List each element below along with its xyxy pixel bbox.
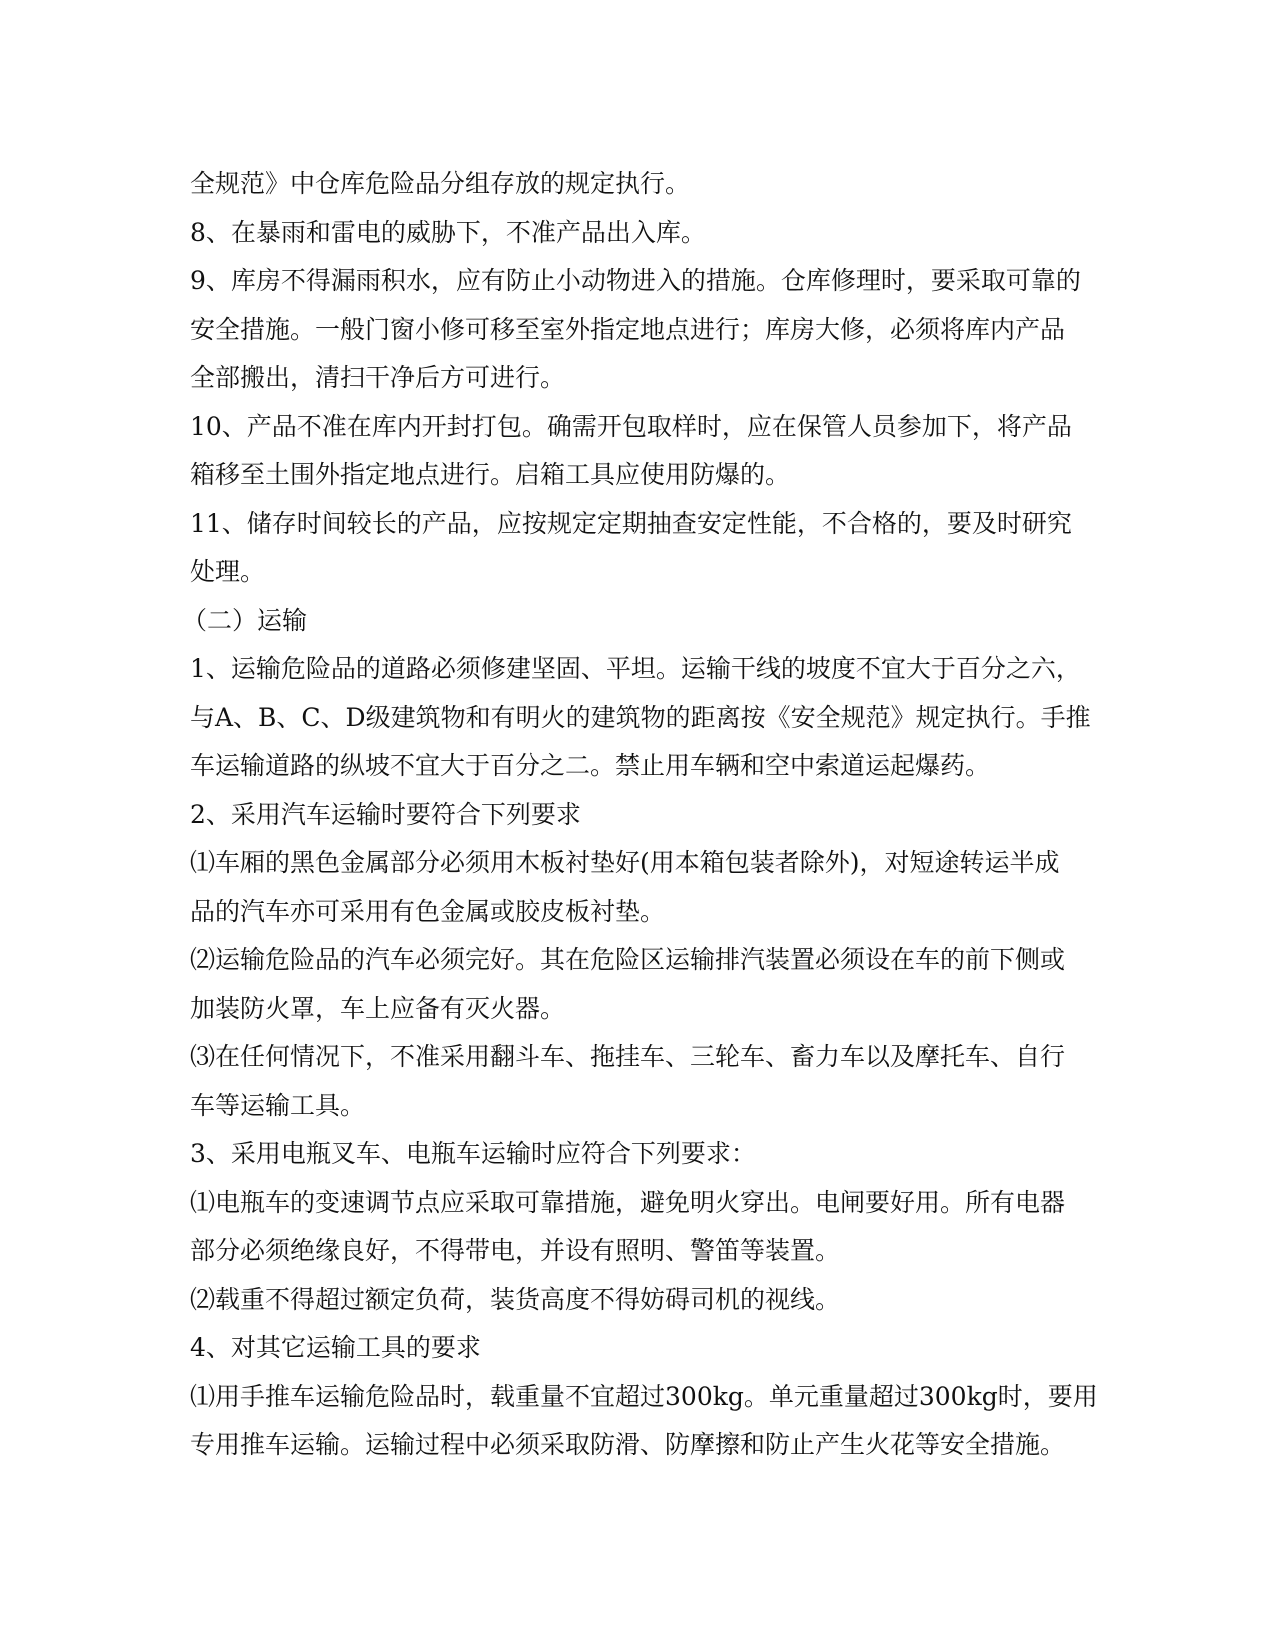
section-heading: （二）运输 xyxy=(182,605,308,635)
text-line: 3、采用电瓶叉车、电瓶车运输时应符合下列要求： xyxy=(190,1139,756,1168)
text-line: ⑵载重不得超过额定负荷，装货高度不得妨碍司机的视线。 xyxy=(190,1284,841,1314)
text-line: 车运输道路的纵坡不宜大于百分之二。禁止用车辆和空中索道运起爆药。 xyxy=(190,751,991,780)
text-line: ⑵运输危险品的汽车必须完好。其在危险区运输排汽装置必须设在车的前下侧或 xyxy=(190,945,1066,974)
text-line: 全规范》中仓库危险品分组存放的规定执行。 xyxy=(190,169,691,198)
text-line: 加装防火罩，车上应备有灭火器。 xyxy=(190,993,566,1023)
text-line: 1、运输危险品的道路必须修建坚固、平坦。运输干线的坡度不宜大于百分之六， xyxy=(190,654,1081,683)
text-line: 品的汽车亦可采用有色金属或胶皮板衬垫。 xyxy=(190,896,666,926)
text-line: 专用推车运输。运输过程中必须采取防滑、防摩擦和防止产生火花等安全措施。 xyxy=(190,1430,1066,1459)
text-line: 车等运输工具。 xyxy=(190,1090,366,1120)
text-line: 全部搬出，清扫干净后方可进行。 xyxy=(190,363,566,392)
text-line: 2、采用汽车运输时要符合下列要求 xyxy=(190,799,581,829)
text-line: ⑴车厢的黑色金属部分必须用木板衬垫好(用本箱包装者除外)，对短途转运半成 xyxy=(190,848,1060,877)
text-line: 4、对其它运输工具的要求 xyxy=(190,1333,481,1362)
text-line: ⑴用手推车运输危险品时，载重量不宜超过300kg。单元重量超过300kg时，要用 xyxy=(190,1381,1098,1411)
text-line: 处理。 xyxy=(190,557,266,586)
text-line: 部分必须绝缘良好，不得带电，并设有照明、警笛等装置。 xyxy=(190,1236,841,1265)
text-line: 10、产品不准在库内开封打包。确需开包取样时，应在保管人员参加下，将产品 xyxy=(190,411,1072,441)
text-line: 9、库房不得漏雨积水，应有防止小动物进入的措施。仓库修理时，要采取可靠的 xyxy=(190,266,1081,295)
text-line: 箱移至土围外指定地点进行。启箱工具应使用防爆的。 xyxy=(190,460,791,489)
text-line: 8、在暴雨和雷电的威胁下，不准产品出入库。 xyxy=(190,217,706,247)
text-line: ⑴电瓶车的变速调节点应采取可靠措施，避免明火穿出。电闸要好用。所有电器 xyxy=(190,1187,1066,1217)
body-text xyxy=(182,160,1098,1470)
text-line: 11、储存时间较长的产品，应按规定定期抽查安定性能，不合格的，要及时研究 xyxy=(190,508,1072,538)
text-line: 与A、B、C、D级建筑物和有明火的建筑物的距离按《安全规范》规定执行。手推 xyxy=(190,702,1091,732)
text-line: 安全措施。一般门窗小修可移至室外指定地点进行；库房大修，必须将库内产品 xyxy=(190,314,1066,344)
text-line: ⑶在任何情况下，不准采用翻斗车、拖挂车、三轮车、畜力车以及摩托车、自行 xyxy=(190,1042,1066,1071)
